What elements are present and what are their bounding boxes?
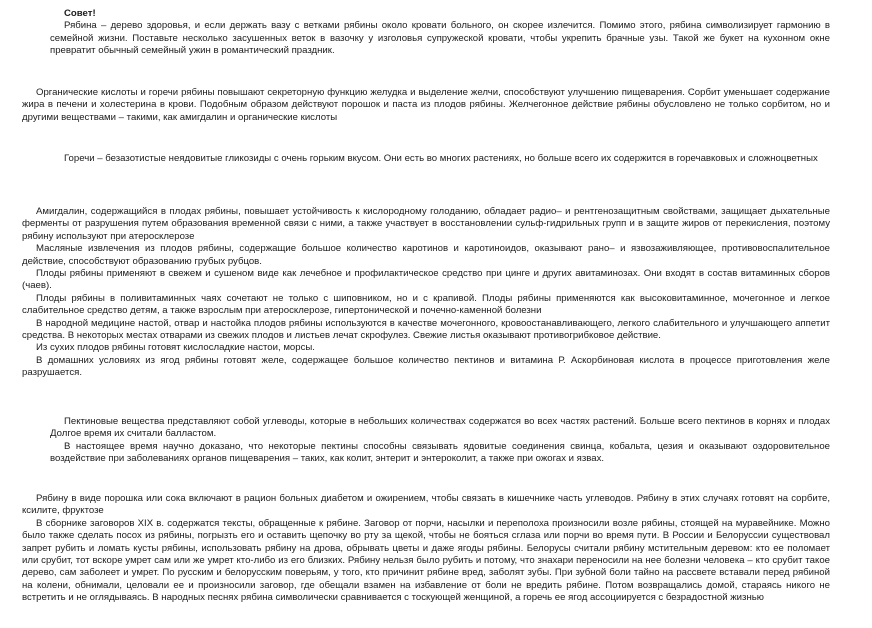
vitamin-teas-paragraph: Плоды рябины в поливитаминных чаях сочетают не только с шиповником, но и с крапивой. Плоды рябины применяются как высоковитаминное, мочегонное и легкое слабительное средство детям, а также взрослым при атеросклерозе, гипертонической и почечно-каменной болезни xyxy=(22,292,830,317)
pectin-paragraph-2: В настоящее время научно доказано, что некоторые пектины способны связывать ядовитые соединения свинца, кобальта, цезия и оказывают оздоровительное воздействие при заболеваниях органов пищеварения – таких, как колит, энтерит и энтероколит, а также при ожогах и язвах. xyxy=(50,440,830,465)
pectin-paragraph-1: Пектиновые вещества представляют собой углеводы, которые в небольших количествах содержатся во всех частях растений. Больше всего пектинов в корнях и плодах Долгое время их считали балластом. xyxy=(50,416,830,440)
pectin-note-block xyxy=(50,416,830,466)
acids-paragraph-block xyxy=(22,87,830,124)
acids-paragraph: Органические кислоты и горечи рябины повышают секреторную функцию желудка и выделение желчи, способствуют улучшению пищеварения. Сорбит уменьшает содержание жира в печени и холестерина в крови. Подобным образом действуют порошок и паста из плодов рябины. Желчегонное действие рябины обусловлено не только сорбитом, но и другими веществами – такими, как амигдалин и органические кислоты xyxy=(22,87,830,123)
folk-medicine-paragraph: В народной медицине настой, отвар и настойка плодов рябины используются в качестве мочегонного, кровоостанавливающего, легкого слабительного и улучшающего аппетит средства. В некоторых местах отварами из свежих плодов и листьев лечат скрофулез. Свежие листья оказывают противогрибковое действие. xyxy=(22,317,830,342)
final-text-block xyxy=(22,493,830,605)
infusions-paragraph: Из сухих плодов рябины готовят кислосладкие настои, морсы. xyxy=(36,342,315,354)
tip-text: Рябина – дерево здоровья, и если держать вазу с ветками рябины около кровати больного, он скорее излечится. Помимо этого, рябина символизирует гармонию в семейной жизни. Поставьте несколько засушенных веток в вазочку у изголовья супружеской кровати, чтобы укрепить брачные узы. Такой же букет на кухонном окне превратит обычный семейный ужин в романтический праздник. xyxy=(50,20,830,57)
main-text-block xyxy=(22,206,830,380)
diabetes-paragraph: Рябину в виде порошка или сока включают в рацион больных диабетом и ожирением, чтобы связать в кишечнике часть углеводов. Рябину в этих случаях готовят на сорбите, ксилите, фруктозе xyxy=(22,493,830,517)
jelly-paragraph: В домашних условиях из ягод рябины готовят желе, содержащее большое количество пектинов и витамина Р. Аскорбиновая кислота в процессе приготовления желе разрушается. xyxy=(22,354,830,379)
tip-title: Совет! xyxy=(64,8,96,19)
amygdalin-paragraph: Амигдалин, содержащийся в плодах рябины, повышает устойчивость к кислородному голоданию, обладает радио– и рентгенозащитным свойствами, защищает дыхательные ферменты от разрушения путем образования временной связи с ними, а также участвует в восстановлении сульф-гидрильных групп и в защите жиров от перекисления, поэтому рябину используют при атеросклерозе xyxy=(22,206,830,242)
oil-extracts-paragraph: Масляные извлечения из плодов рябины, содержащие большое количество каротинов и каротиноидов, оказывают рано– и язвозаживляющее, противовоспалительное действие, способствуют образованию грубых рубцов. xyxy=(22,243,830,267)
bitter-note-block xyxy=(50,153,830,165)
tip-box xyxy=(50,8,830,58)
fresh-dried-paragraph: Плоды рябины применяют в свежем и сушеном виде как лечебное и профилактическое средство при цинге и других авитаминозах. Они входят в состав витаминных сборов (чаев). xyxy=(22,268,830,292)
folklore-paragraph: В сборнике заговоров XIX в. содержатся тексты, обращенные к рябине. Заговор от порчи, насылки и переполоха произносили возле рябины, стоящей на муравейнике. Можно было также сделать посох из рябины, погрызть его и оставить щепочку во рту за щекой, чтобы не бояться сглаза или порчи во время пути. В России и Белоруссии существовал запрет рубить и ломать кусты рябины, использовать рябину на дрова, обрывать цветы и даже ягоды рябины. Белорусы считали рябину мстительным деревом: кто ее поломает или срубит, тот вскоре умрет сам или же умрет кто-либо из его близких. Рябину нельзя было рубить и потому, что знахари переносили на нее болезни человека – кто срубит такое дерево, сам заболеет и умрет. По русским и белорусским поверьям, у того, кто причинит рябине вред, заболят зубы. При зубной боли тайно на рассвете вставали перед рябиной на колени, обнимали, целовали ее и произносили заговор, где обещали взамен на избавление от боли не вредить рябине. Потом возвращались домой, стараясь никого не встретить и не оглядываясь. В народных песнях рябина символически сравнивается с тоскующей женщиной, а горечь ее ягод ассоциируется с безрадостной жизнью xyxy=(22,517,830,604)
bitter-note: Горечи – безазотистые неядовитые гликозиды с очень горьким вкусом. Они есть во многих растениях, но больше всего их содержится в горечавковых и сложноцветных xyxy=(64,153,818,164)
